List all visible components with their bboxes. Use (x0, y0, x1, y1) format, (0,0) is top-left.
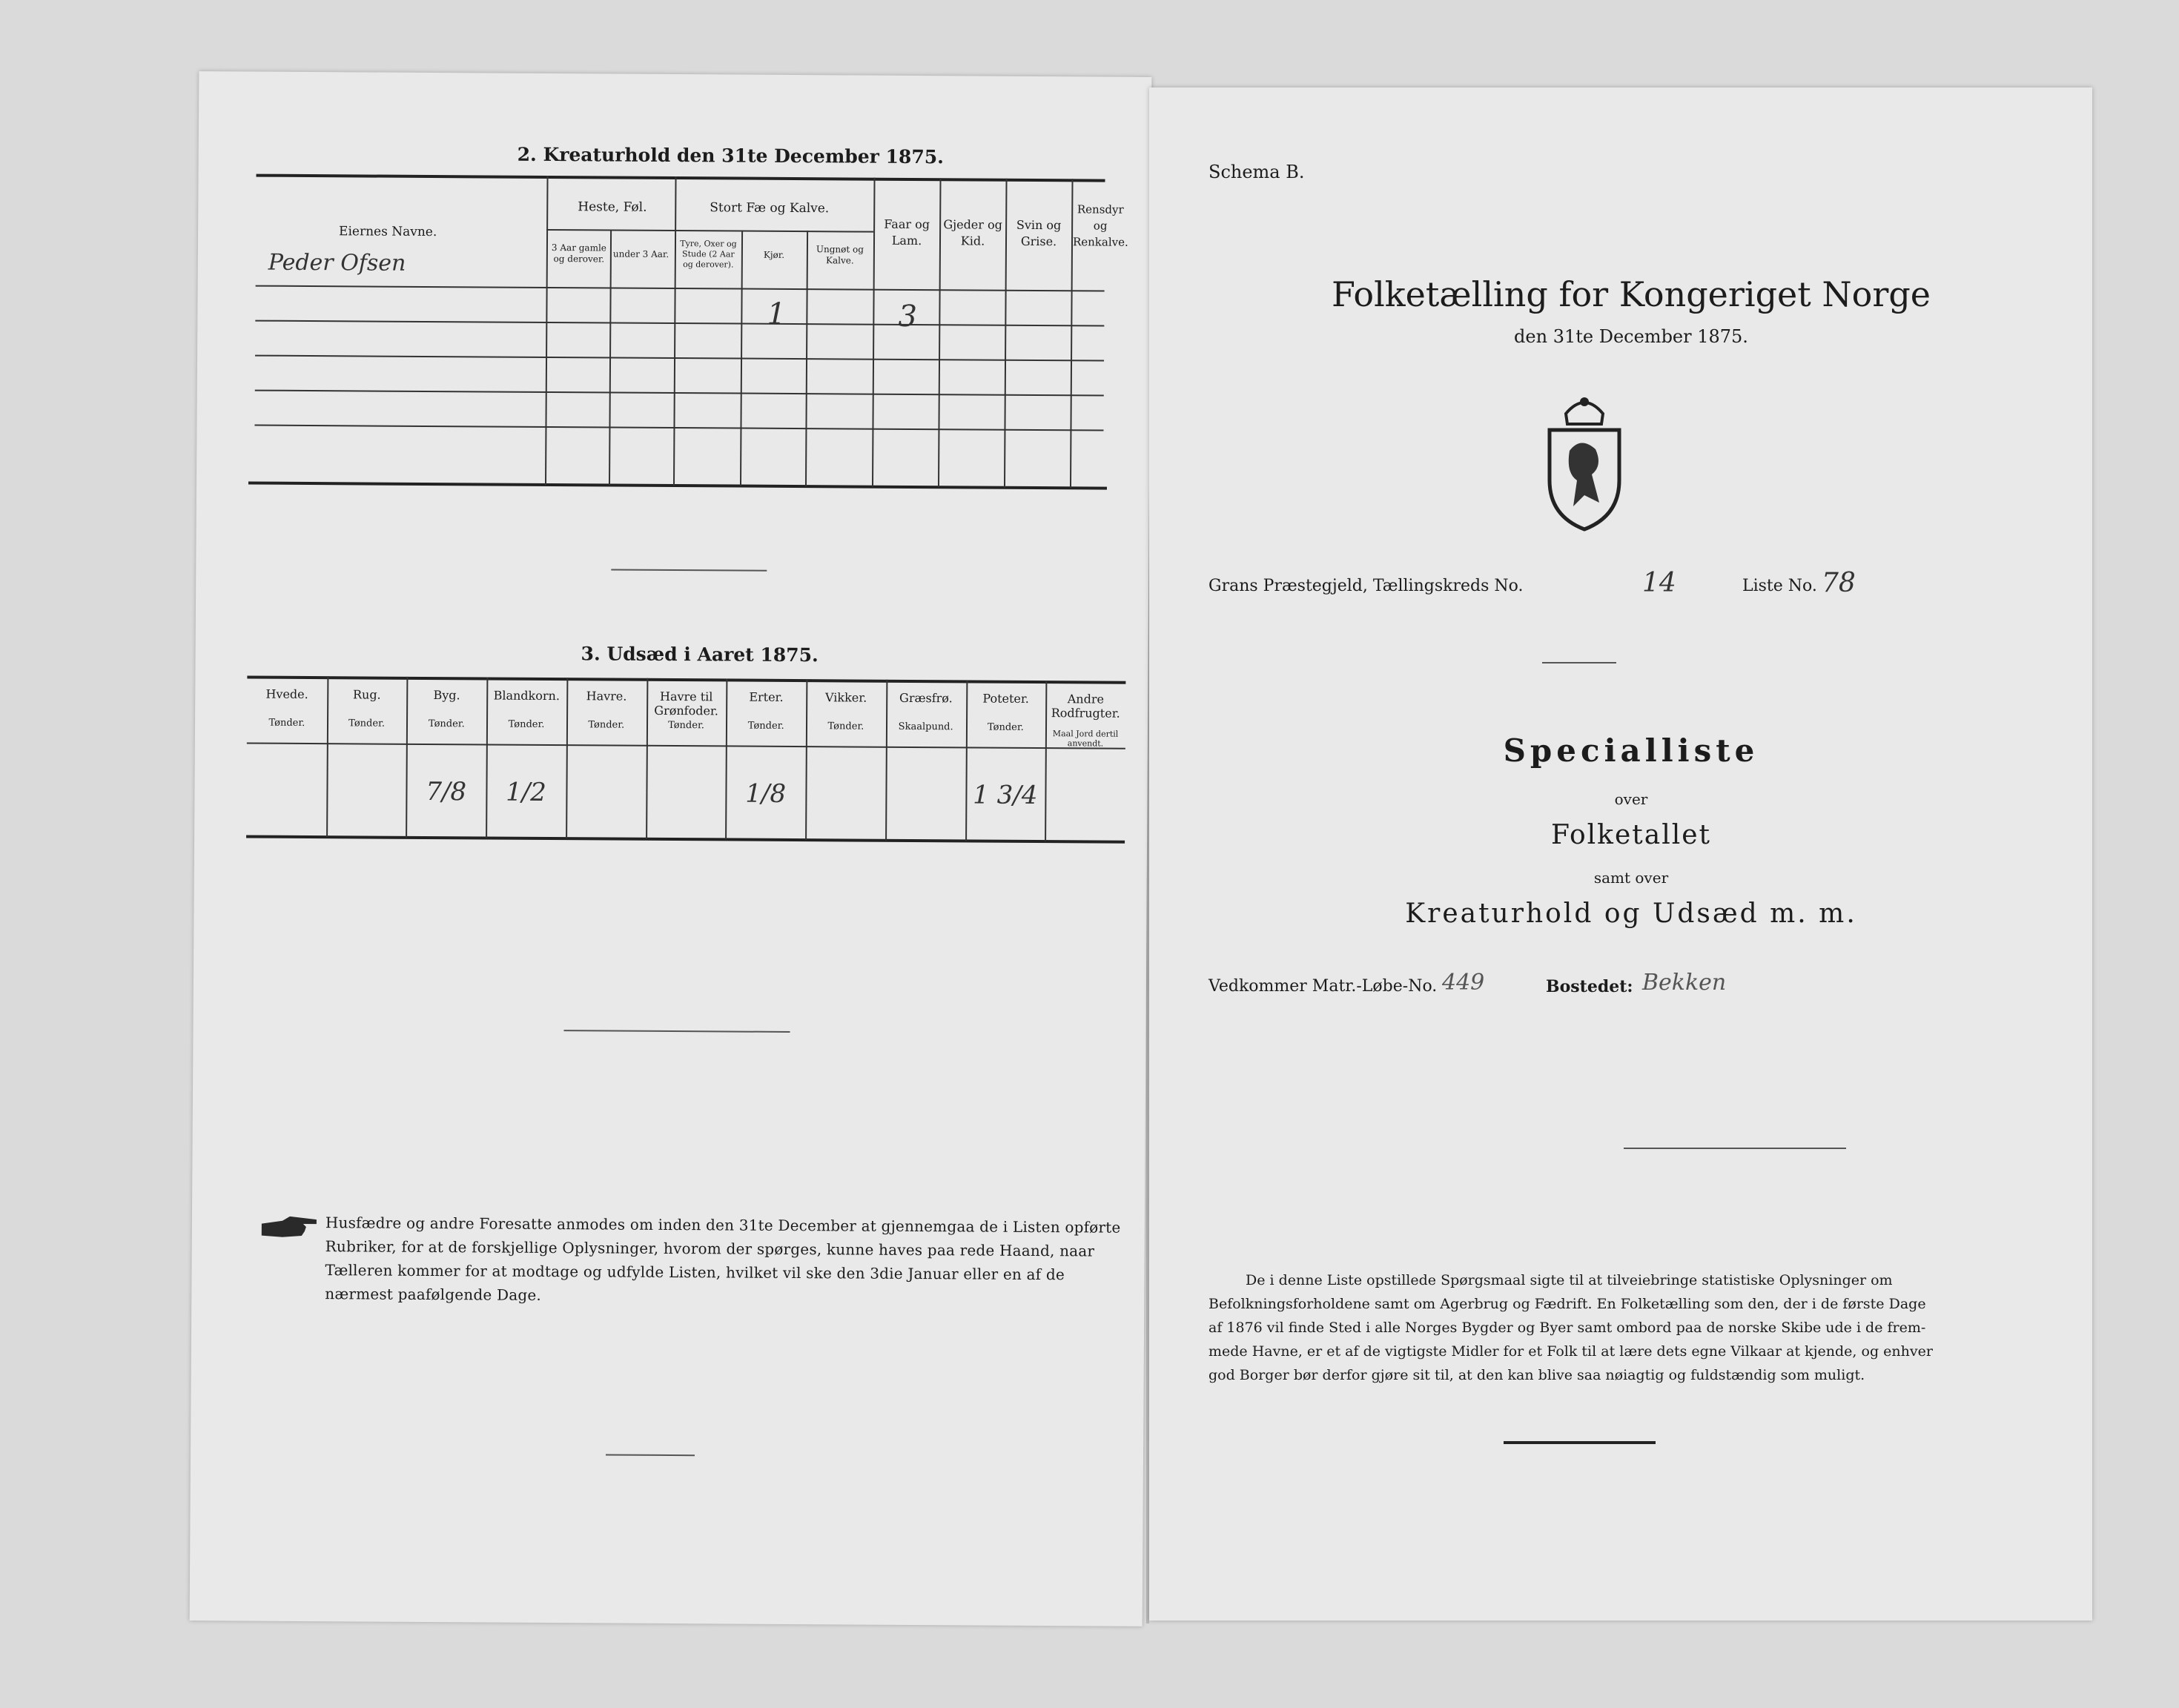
paragraph-line-4: mede Havne, er et af de vigtigste Midler for et Folk til at lære dets egne Vilkaar at kjende, og enhver (1208, 1343, 1933, 1360)
table3-unit: Tønder. (827, 721, 864, 732)
schema-label: Schema B. (1208, 162, 1305, 182)
rensdyr-header: Rensdyr og Renkalve. (1072, 202, 1128, 249)
table3-unit: Tønder. (428, 718, 465, 730)
table3-unit: Tønder. (987, 721, 1024, 733)
table3-value (806, 779, 886, 780)
table2-group-rule (546, 229, 873, 233)
table3-unit: Tønder. (668, 719, 704, 732)
table3-header: Græsfrø. (899, 690, 953, 706)
stort-a-header: Tyre, Oxer og Stude (2 Aar og derover). (680, 239, 737, 270)
matr-number: 449 (1442, 970, 1485, 996)
table3-header: Blandkorn. (493, 688, 561, 704)
left-page (190, 71, 1152, 1626)
separator-line (611, 569, 767, 572)
paragraph-line-2: Befolkningsforholdene samt om Agerbrug og Fædrift. En Folketælling som den, der i de første Dage (1208, 1296, 1926, 1312)
separator-line (606, 1454, 695, 1456)
kreds-number: 14 (1642, 568, 1676, 598)
over-text: over (1614, 790, 1648, 808)
faar-value: 3 (898, 299, 917, 334)
table3-header: Hvede. (265, 686, 308, 702)
kjor-value: 1 (767, 297, 787, 331)
folketallet-heading: Folketallet (1550, 820, 1712, 850)
right-page (1149, 87, 2092, 1621)
table2-row-rule (255, 390, 1104, 397)
notice-line-2: Rubriker, for at de forskjellige Oplysninger, hvorom der spørges, kunne haves paa rede Haand, naar (325, 1237, 1095, 1260)
paragraph-line-5: god Borger bør derfor gjøre sit til, at den kan blive saa nøiagtig og fuldstændig som muligt. (1208, 1367, 1865, 1383)
notice-line-4: nærmest paafølgende Dage. (325, 1285, 542, 1304)
table3-header: Byg. (433, 688, 460, 703)
table3-value: 1/8 (745, 778, 787, 809)
stort-c-header: Ungnøt og Kalve. (816, 244, 864, 266)
table3-unit: Tønder. (508, 718, 545, 730)
owner-name-value: Peder Ofsen (268, 249, 406, 277)
table3-unit: Tønder. (348, 718, 386, 729)
table2-bottom-rule (248, 482, 1107, 490)
owner-header: Eiernes Navne. (339, 224, 437, 240)
table2-row-rule (255, 320, 1104, 327)
paragraph-line-1: De i denne Liste opstillede Spørgsmaal sigte til at tilveiebringe statistiske Oplysninger om (1246, 1272, 1893, 1288)
table3-header: Erter. (749, 689, 784, 704)
table3-value (247, 776, 327, 777)
table2-col-rule (545, 176, 549, 485)
table3-value: 1 3/4 (973, 780, 1038, 811)
table2-header-rule (256, 285, 1105, 292)
specialliste-heading: Specialliste (1503, 732, 1759, 769)
table3-header: Havre til Grønfoder. (654, 689, 718, 718)
matr-label: Vedkommer Matr.-Løbe-No. (1208, 977, 1438, 996)
pointing-hand-icon (260, 1214, 320, 1240)
notice-line-3: Tælleren kommer for at modtage og udfylde Listen, hvilket vil ske den 3die Januar eller en af de (325, 1261, 1065, 1284)
notice-line-1: Husfædre og andre Foresatte anmodes om inden den 31te December at gjennemgaa de i Listen opførte (325, 1214, 1121, 1237)
table3-unit: Skaalpund. (898, 721, 953, 733)
table3-header-rule (247, 743, 1125, 749)
form-title: Folketælling for Kongeriget Norge (1332, 274, 1931, 314)
table3-value (326, 776, 406, 777)
table2-col-rule (673, 176, 677, 486)
bostedet-value: Bekken (1642, 970, 1727, 996)
table2-col-rule (872, 178, 876, 487)
table2-col-rule (938, 178, 942, 487)
table3-bottom-rule (246, 835, 1125, 844)
liste-number: 78 (1822, 568, 1856, 598)
section3-title: 3. Udsæd i Aaret 1875. (581, 643, 819, 666)
table3-unit: Maal Jord dertil anvendt. (1052, 729, 1119, 749)
table3-header: Vikker. (825, 690, 867, 705)
parish-label: Grans Præstegjeld, Tællingskreds No. (1208, 577, 1524, 595)
gjeder-header: Gjeder og Kid. (943, 217, 1002, 248)
section2-title: 2. Kreaturhold den 31te December 1875. (517, 143, 944, 168)
bottom-rule (1504, 1441, 1656, 1444)
liste-label: Liste No. (1742, 577, 1817, 595)
table2-row-rule (254, 425, 1103, 431)
stort-b-header: Kjør. (763, 249, 785, 260)
table3-header: Andre Rodfrugter. (1051, 692, 1120, 721)
table2-top-rule (257, 174, 1105, 182)
table3-value (646, 778, 726, 779)
table3-unit: Tønder. (747, 720, 784, 732)
table3-value: 7/8 (426, 776, 467, 807)
table3-header: Poteter. (982, 691, 1029, 706)
table3-value (885, 780, 965, 781)
table2-row-rule (255, 355, 1104, 362)
bostedet-label: Bostedet: (1546, 977, 1633, 996)
table2-col-rule (1004, 179, 1008, 488)
table3-top-rule (247, 676, 1125, 684)
heste-header: Heste, Føl. (578, 199, 647, 215)
heste-a-header: 3 Aar gamle og derover. (551, 242, 606, 265)
separator-line (1542, 662, 1616, 663)
table3-value: 1/2 (506, 777, 546, 807)
paragraph-line-3: af 1876 vil finde Sted i alle Norges Bygder og Byer samt ombord paa de norske Skibe ude i de frem- (1208, 1320, 1926, 1336)
table3-unit: Tønder. (268, 717, 305, 729)
separator-line (563, 1030, 790, 1033)
separator-line (1624, 1148, 1846, 1149)
heste-b-header: under 3 Aar. (612, 248, 669, 259)
table3-header: Rug. (352, 687, 381, 702)
stort-header: Stort Fæ og Kalve. (710, 200, 830, 216)
coat-of-arms-icon (1536, 391, 1633, 532)
table3-header: Havre. (586, 689, 627, 704)
form-subtitle: den 31te December 1875. (1514, 326, 1748, 347)
kreaturhold-heading: Kreaturhold og Udsæd m. m. (1405, 898, 1857, 929)
svin-header: Svin og Grise. (1016, 217, 1062, 249)
table3-unit: Tønder. (588, 719, 625, 731)
faar-header: Faar og Lam. (884, 216, 930, 248)
samt-over-text: samt over (1593, 869, 1669, 887)
